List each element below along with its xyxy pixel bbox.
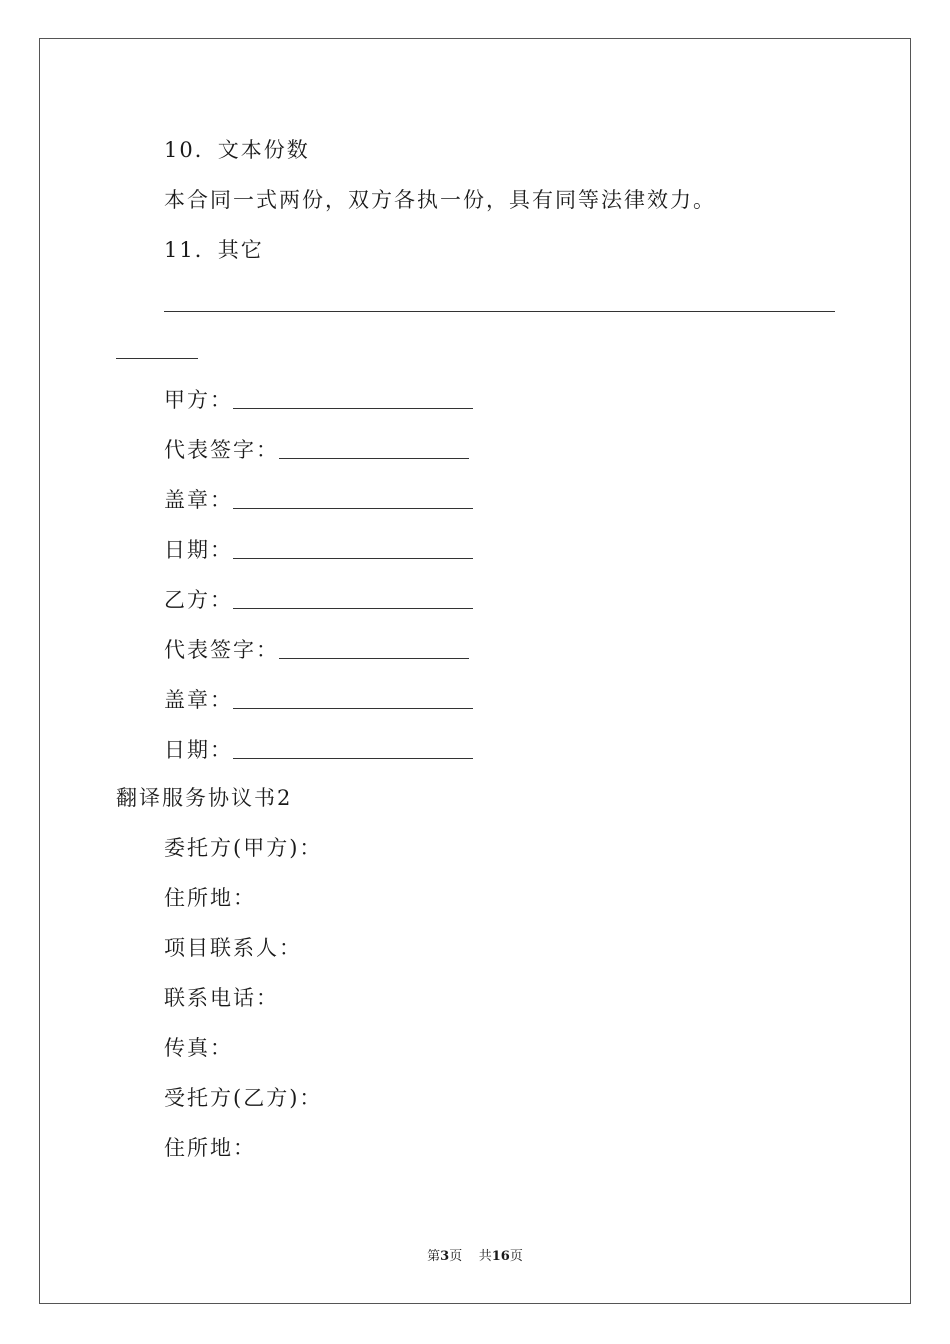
party-a-field — [164, 387, 473, 413]
party-b-rep-blank — [279, 658, 469, 659]
party-a-rep-label: 代表签字： — [164, 438, 279, 462]
party-a-rep-field — [164, 437, 469, 463]
party-b-date-blank — [233, 758, 473, 759]
party-a-seal-field — [164, 487, 473, 513]
section-11-heading: 11．其它 — [164, 238, 264, 262]
party-b-date-label: 日期： — [164, 738, 233, 762]
party-a-date-label: 日期： — [164, 538, 233, 562]
client-address-label: 住所地： — [164, 886, 256, 910]
party-a-date-blank — [233, 558, 473, 559]
page-footer — [0, 1248, 950, 1266]
party-b-label: 乙方： — [164, 588, 233, 612]
party-b-seal-blank — [233, 708, 473, 709]
current-page-number: 3 — [440, 1249, 450, 1264]
party-b-field — [164, 587, 473, 613]
party-b-seal-label: 盖章： — [164, 688, 233, 712]
section-10-heading: 10．文本份数 — [164, 138, 310, 162]
party-b-blank — [233, 608, 473, 609]
party-b-rep-field — [164, 637, 469, 663]
total-prefix: 共 — [478, 1249, 492, 1264]
page-suffix: 页 — [449, 1249, 463, 1264]
contact-phone-label: 联系电话： — [164, 986, 279, 1010]
party-a-blank — [233, 408, 473, 409]
party-a-seal-blank — [233, 508, 473, 509]
contractor-label: 受托方(乙方)： — [164, 1086, 323, 1110]
page-prefix: 第 — [427, 1249, 441, 1264]
party-a-label: 甲方： — [164, 388, 233, 412]
total-suffix: 页 — [509, 1249, 523, 1264]
section-10-body: 本合同一式两份，双方各执一份，具有同等法律效力。 — [164, 188, 716, 212]
total-page-count: 16 — [491, 1249, 510, 1264]
agreement-2-title: 翻译服务协议书2 — [116, 786, 293, 810]
party-a-date-field — [164, 537, 473, 563]
fax-label: 传真： — [164, 1036, 233, 1060]
other-terms-blank-line-continued — [116, 358, 198, 359]
party-b-seal-field — [164, 687, 473, 713]
contractor-address-label: 住所地： — [164, 1136, 256, 1160]
party-b-rep-label: 代表签字： — [164, 638, 279, 662]
other-terms-blank-line — [164, 311, 835, 312]
party-a-seal-label: 盖章： — [164, 488, 233, 512]
project-contact-label: 项目联系人： — [164, 936, 302, 960]
party-a-rep-blank — [279, 458, 469, 459]
page-frame — [39, 38, 911, 1304]
party-b-date-field — [164, 737, 473, 763]
client-label: 委托方(甲方)： — [164, 836, 323, 860]
